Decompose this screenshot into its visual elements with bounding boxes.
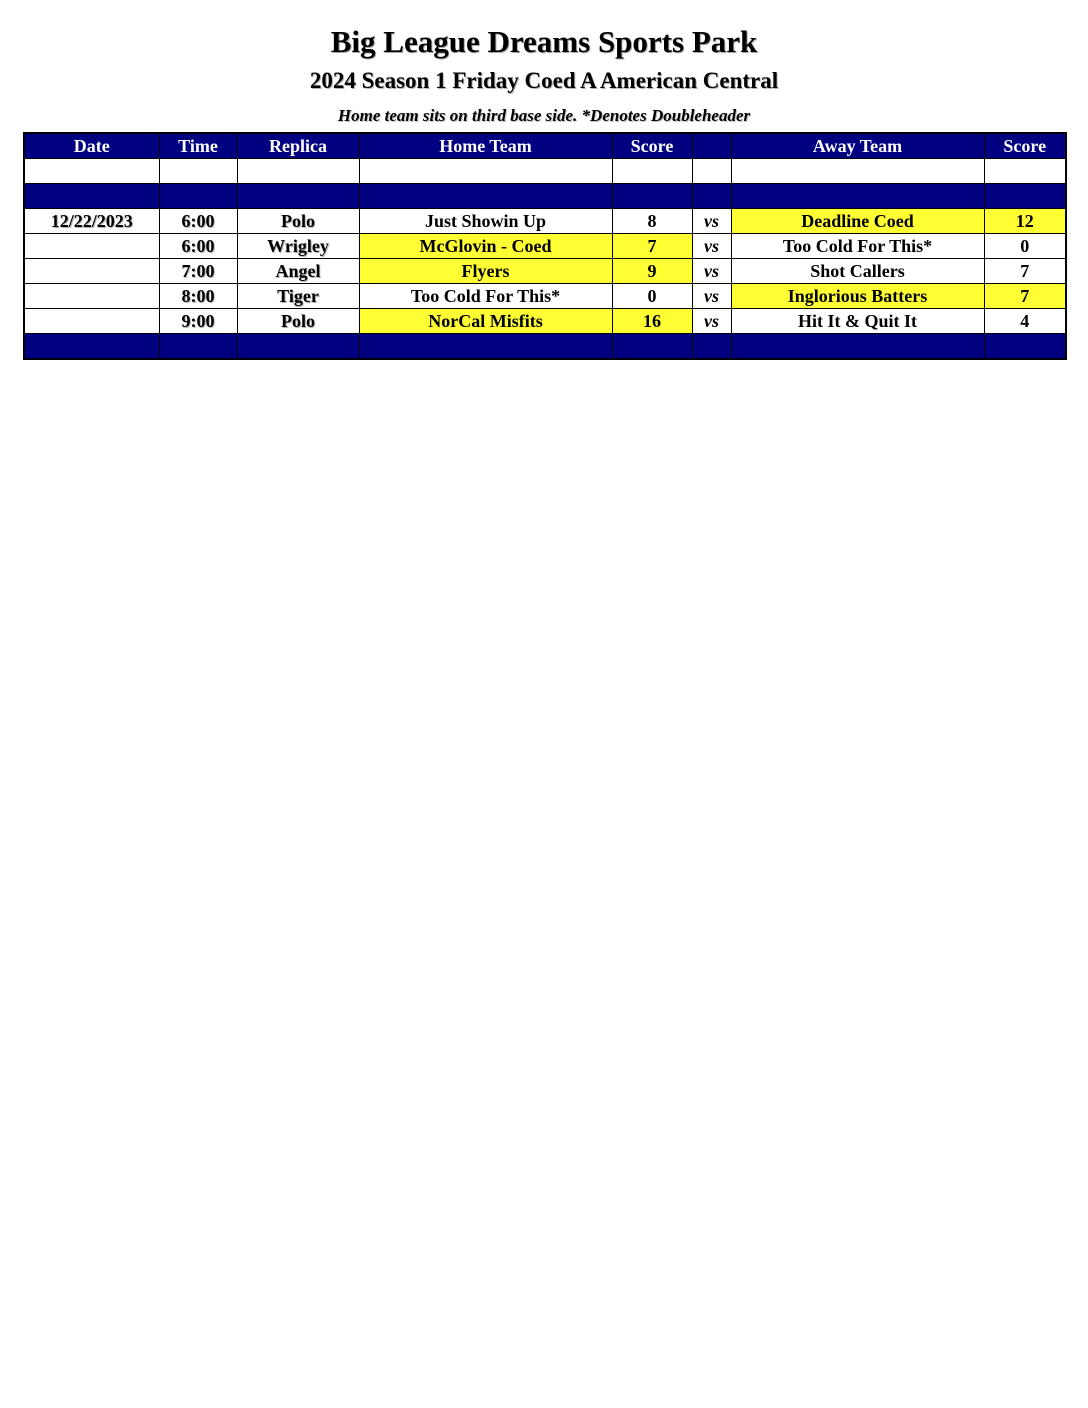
- empty-cell: [984, 159, 1066, 184]
- schedule-note: Home team sits on third base side. *Denotes Doubleheader: [337, 106, 751, 125]
- away-score: 7: [984, 259, 1066, 284]
- home-score: 16: [612, 309, 692, 334]
- col-header-vs: [692, 133, 731, 159]
- game-time: 8:00: [159, 284, 237, 309]
- table-footer-row: [24, 334, 1066, 360]
- home-team: McGlovin - Coed: [359, 234, 612, 259]
- schedule-table: [23, 132, 1067, 360]
- game-replica: Wrigley: [237, 234, 359, 259]
- col-header-date: Date: [24, 133, 159, 159]
- game-replica: Angel: [237, 259, 359, 284]
- game-time: 9:00: [159, 309, 237, 334]
- col-header-time: Time: [159, 133, 237, 159]
- col-header-replica: Replica: [237, 133, 359, 159]
- home-team: Flyers: [359, 259, 612, 284]
- empty-cell: [612, 159, 692, 184]
- away-team: Too Cold For This*: [731, 234, 984, 259]
- vs-label: vs: [692, 234, 731, 259]
- game-date: [24, 259, 159, 284]
- game-time: 6:00: [159, 234, 237, 259]
- empty-cell: [24, 159, 159, 184]
- game-date: [24, 284, 159, 309]
- away-score: 7: [984, 284, 1066, 309]
- col-header-away-team: Away Team: [731, 133, 984, 159]
- away-team: Inglorious Batters: [731, 284, 984, 309]
- home-score: 0: [612, 284, 692, 309]
- table-row: [24, 234, 1066, 259]
- game-date: [24, 234, 159, 259]
- vs-label: vs: [692, 209, 731, 234]
- table-separator-row: [24, 184, 1066, 209]
- away-score: 12: [984, 209, 1066, 234]
- vs-label: vs: [692, 309, 731, 334]
- game-replica: Polo: [237, 309, 359, 334]
- away-team: Deadline Coed: [731, 209, 984, 234]
- away-team: Shot Callers: [731, 259, 984, 284]
- col-header-home-score: Score: [612, 133, 692, 159]
- away-score: 0: [984, 234, 1066, 259]
- page-subtitle: 2024 Season 1 Friday Coed A American Central: [309, 68, 779, 93]
- home-score: 9: [612, 259, 692, 284]
- table-header-row: [24, 133, 1066, 159]
- game-time: 7:00: [159, 259, 237, 284]
- table-row: [24, 309, 1066, 334]
- game-replica: Polo: [237, 209, 359, 234]
- game-date: 12/22/2023: [24, 209, 159, 234]
- vs-label: vs: [692, 284, 731, 309]
- game-time: 6:00: [159, 209, 237, 234]
- empty-cell: [159, 159, 237, 184]
- home-score: 7: [612, 234, 692, 259]
- empty-cell: [237, 159, 359, 184]
- home-score: 8: [612, 209, 692, 234]
- page-title: Big League Dreams Sports Park: [330, 24, 758, 59]
- table-row: [24, 209, 1066, 234]
- home-team: Too Cold For This*: [359, 284, 612, 309]
- table-row: [24, 284, 1066, 309]
- vs-label: vs: [692, 259, 731, 284]
- home-team: Just Showin Up: [359, 209, 612, 234]
- game-date: [24, 309, 159, 334]
- empty-cell: [692, 159, 731, 184]
- empty-cell: [359, 159, 612, 184]
- away-score: 4: [984, 309, 1066, 334]
- table-row: [24, 259, 1066, 284]
- home-team: NorCal Misfits: [359, 309, 612, 334]
- away-team: Hit It & Quit It: [731, 309, 984, 334]
- game-replica: Tiger: [237, 284, 359, 309]
- table-row-empty: [24, 159, 1066, 184]
- empty-cell: [731, 159, 984, 184]
- col-header-home-team: Home Team: [359, 133, 612, 159]
- col-header-away-score: Score: [984, 133, 1066, 159]
